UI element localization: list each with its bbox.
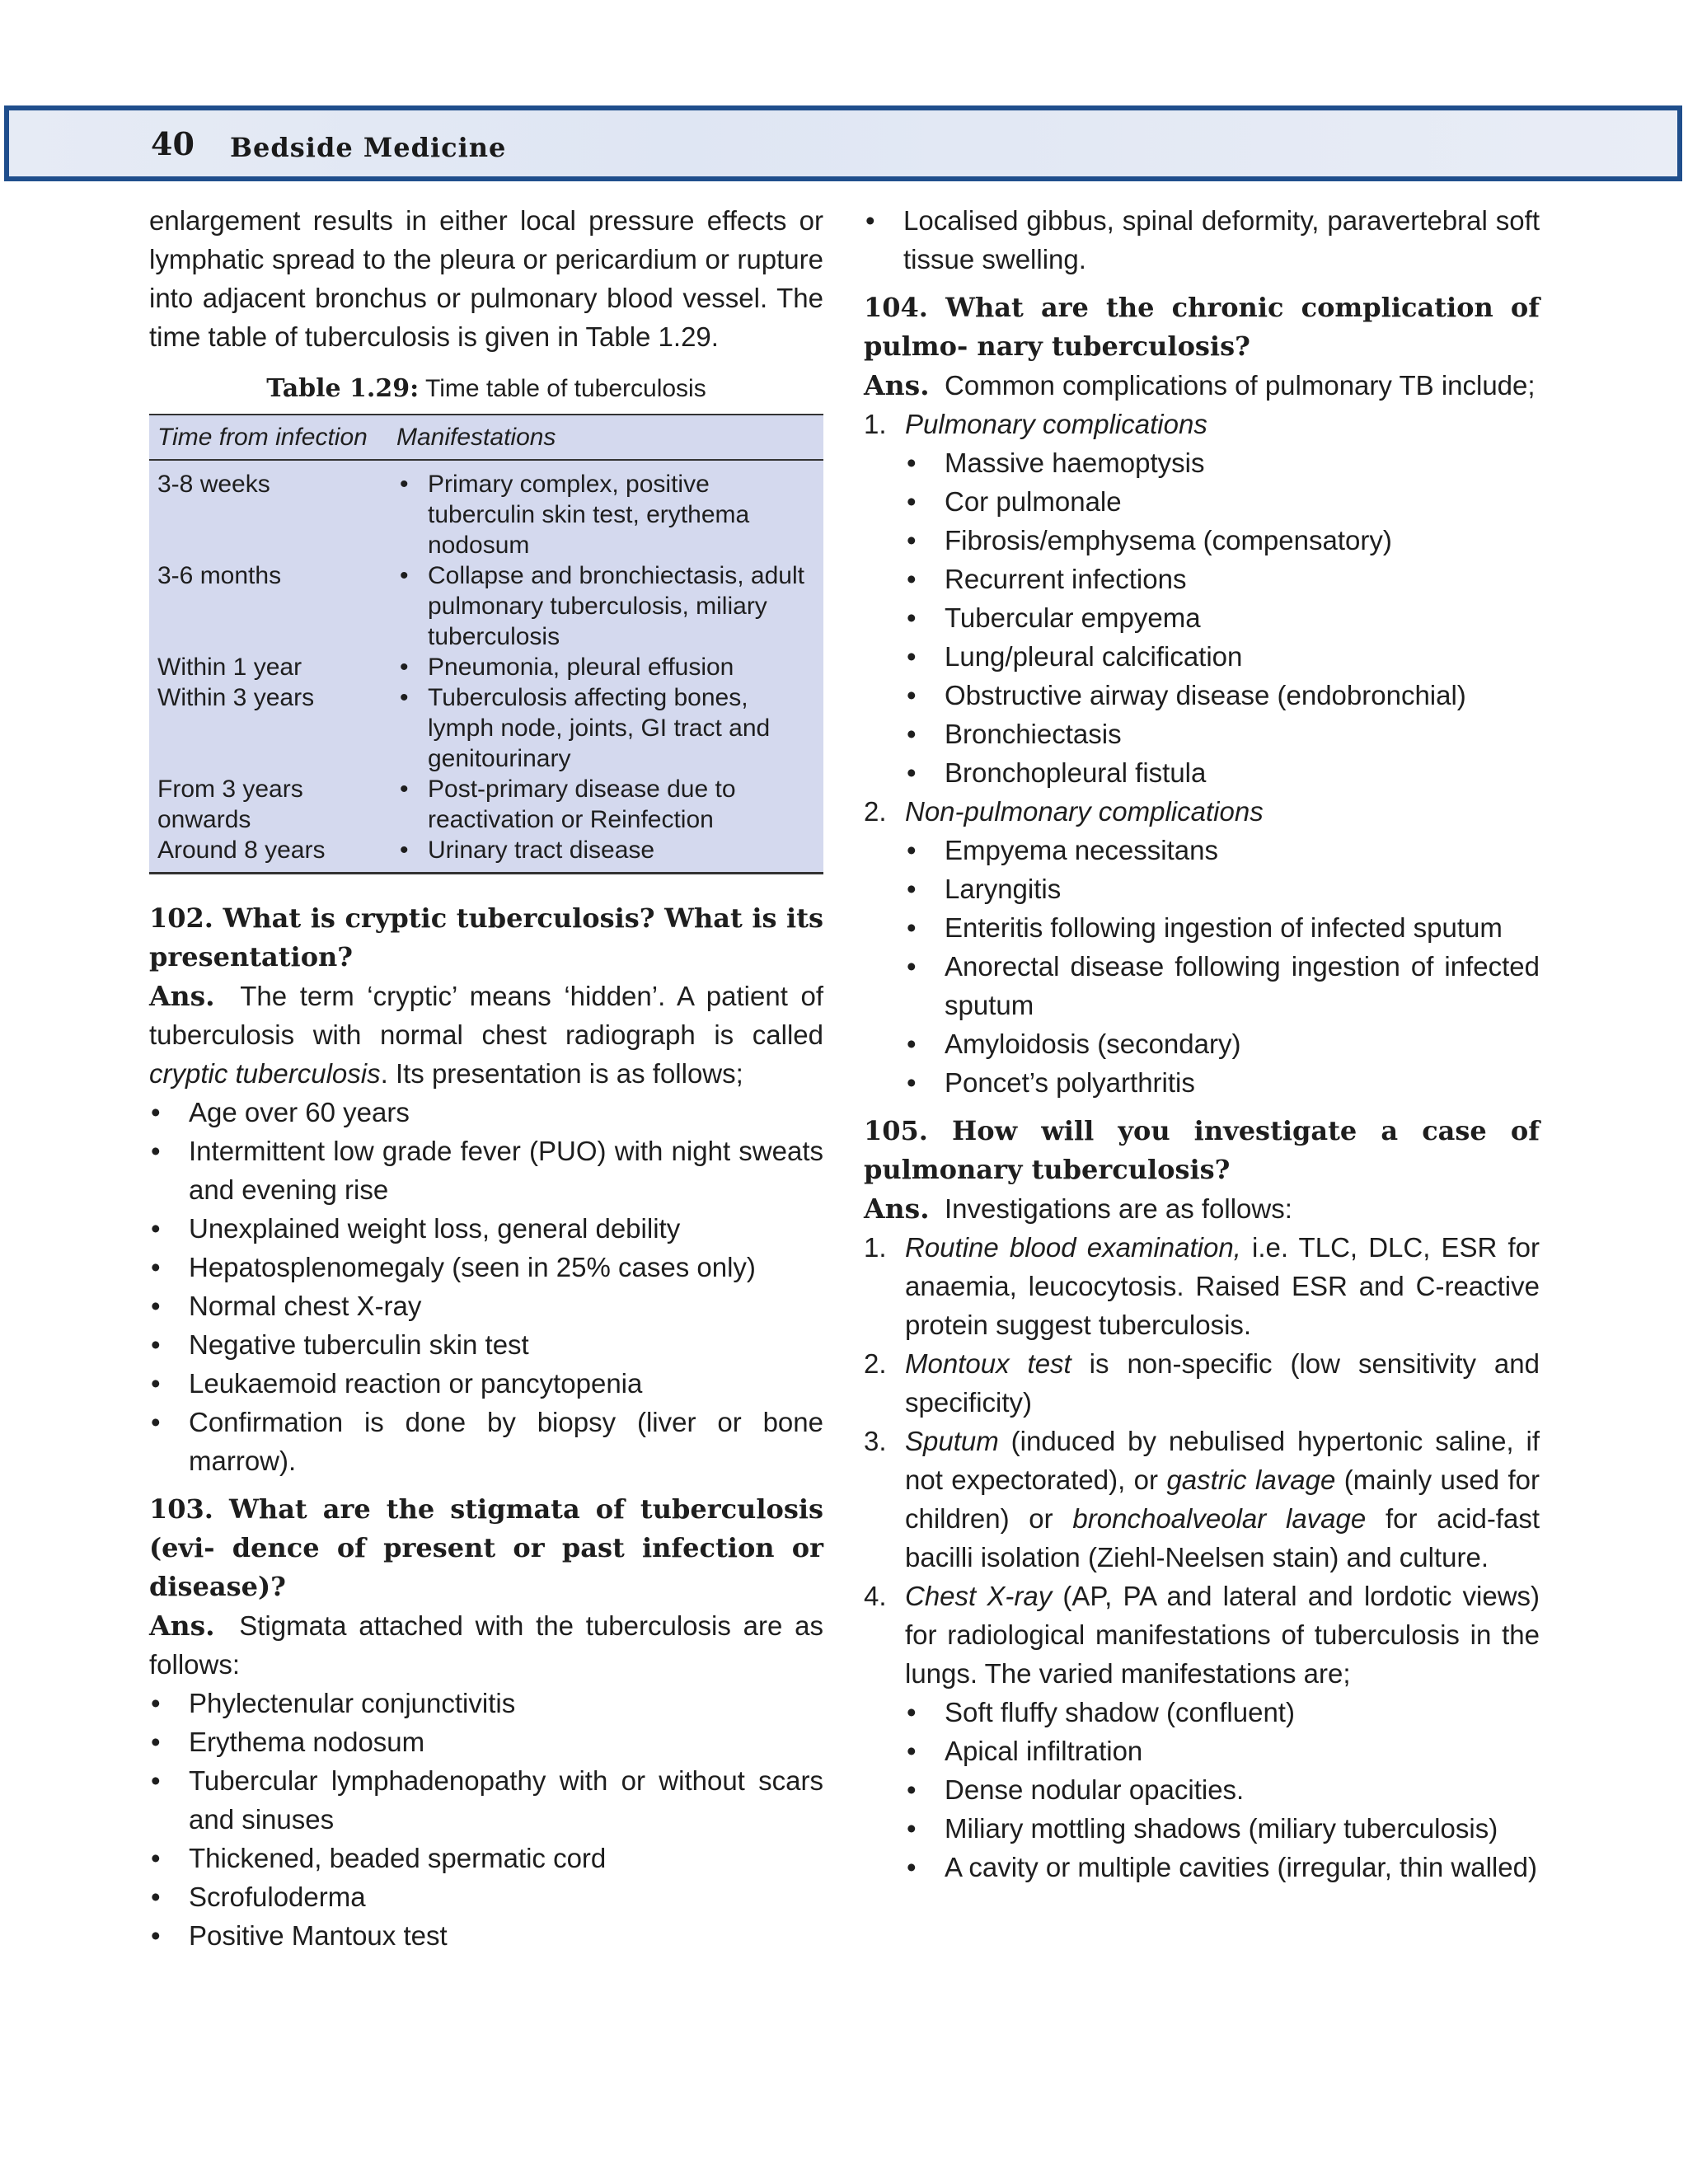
- list-item: • Erythema nodosum: [149, 1722, 823, 1761]
- list-item: • Scrofuloderma: [149, 1877, 823, 1916]
- non-pulmonary-complications-list: [864, 831, 1540, 1102]
- item-number: 1.: [864, 409, 887, 439]
- ans-label: Ans.: [864, 369, 930, 401]
- list-item: • Negative tuberculin skin test: [149, 1325, 823, 1364]
- table-cell-manifestation: • Pneumonia, pleural effusion: [396, 652, 815, 682]
- list-item: • Normal chest X-ray: [149, 1286, 823, 1325]
- investigation-name: bronchoalveolar lavage: [1072, 1503, 1367, 1534]
- investigation-item: [864, 1422, 1540, 1577]
- investigation-item: [864, 1344, 1540, 1422]
- answer-text: The term ‘cryptic’ means ‘hidden’. A patient of tuberculosis with normal chest radiograph is called: [149, 981, 823, 1050]
- investigation-name: Montoux test: [905, 1348, 1071, 1379]
- table-row: [149, 560, 823, 652]
- question-102-heading: 102. What is cryptic tuberculosis? What is its presentation?: [149, 902, 823, 972]
- ans-label: Ans.: [864, 1193, 930, 1225]
- list-item: • Bronchopleural fistula: [864, 753, 1540, 792]
- table-cell-manifestation: • Tuberculosis affecting bones, lymph node, joints, GI tract and genitourinary: [396, 682, 815, 774]
- list-item: • A cavity or multiple cavities (irregular, thin walled): [864, 1848, 1540, 1886]
- table-cell-time: 3-6 months: [157, 562, 282, 589]
- complication-group: [864, 405, 1540, 443]
- tb-timetable-table: [149, 414, 823, 874]
- investigation-name: Sputum: [905, 1426, 999, 1456]
- list-item: • Enteritis following ingestion of infected sputum: [864, 908, 1540, 947]
- table-cell-manifestation: • Post-primary disease due to reactivation or Reinfection: [396, 774, 815, 835]
- book-title: Bedside Medicine: [230, 132, 507, 163]
- answer-103: [149, 1606, 823, 1684]
- table-header-time: Time from infection: [149, 415, 388, 460]
- complications-list: [864, 405, 1540, 443]
- answer-text: Investigations are as follows:: [945, 1193, 1292, 1224]
- question-105-heading: 105. How will you investigate a case of pulmonary tuberculosis?: [864, 1115, 1540, 1185]
- investigation-text: for acid-fast bacilli isolation (Ziehl-Neelsen stain) and culture.: [905, 1503, 1540, 1572]
- stigmata-list: [149, 1684, 823, 1955]
- investigation-item: [864, 1577, 1540, 1693]
- answer-102: [149, 977, 823, 1093]
- investigation-text: (induced by nebulised hypertonic saline, if not expectorated), or: [905, 1426, 1540, 1495]
- list-item: • Thickened, beaded spermatic cord: [149, 1839, 823, 1877]
- list-item: • Amyloidosis (secondary): [864, 1024, 1540, 1063]
- table-cell-time: Within 3 years: [157, 684, 315, 711]
- list-item: • Empyema necessitans: [864, 831, 1540, 869]
- page-header: [4, 105, 1682, 181]
- right-column: [864, 201, 1540, 1886]
- answer-105: [864, 1189, 1540, 1228]
- answer-text: Common complications of pulmonary TB include;: [945, 370, 1536, 401]
- table-caption-label: Table 1.29:: [266, 374, 420, 403]
- list-item: • Soft fluffy shadow (confluent): [864, 1693, 1540, 1732]
- list-item: • Unexplained weight loss, general debility: [149, 1209, 823, 1248]
- left-column: [149, 201, 823, 1955]
- list-item: • Tubercular lymphadenopathy with or without scars and sinuses: [149, 1761, 823, 1839]
- group-title: Non-pulmonary complications: [905, 796, 1264, 827]
- list-item: • Lung/pleural calcification: [864, 637, 1540, 676]
- list-item: • Phylectenular conjunctivitis: [149, 1684, 823, 1722]
- item-number: 4.: [864, 1581, 887, 1611]
- table-cell-manifestation: • Primary complex, positive tuberculin skin test, erythema nodosum: [396, 469, 815, 560]
- investigation-text: (AP, PA and lateral and lordotic views) for radiological manifestations of tuberculosis in the lungs. The varied manifestations are;: [905, 1581, 1540, 1689]
- table-row: [149, 774, 823, 835]
- list-item: • Cor pulmonale: [864, 482, 1540, 521]
- list-item: • Localised gibbus, spinal deformity, paravertebral soft tissue swelling.: [864, 201, 1540, 279]
- table-cell-time: From 3 years onwards: [157, 776, 303, 833]
- table-cell-time: Within 1 year: [157, 654, 302, 681]
- cryptic-tb-presentation-list: [149, 1093, 823, 1480]
- list-item: • Massive haemoptysis: [864, 443, 1540, 482]
- list-item: • Dense nodular opacities.: [864, 1770, 1540, 1809]
- investigation-text: is non-specific (low sensitivity and specificity): [905, 1348, 1540, 1418]
- list-item: • Fibrosis/emphysema (compensatory): [864, 521, 1540, 560]
- item-number: 2.: [864, 796, 887, 827]
- investigation-name: Routine blood examination,: [905, 1232, 1241, 1263]
- table-row: [149, 652, 823, 682]
- ans-label: Ans.: [149, 980, 215, 1012]
- table-row: [149, 835, 823, 874]
- answer-text: . Its presentation is as follows;: [380, 1058, 743, 1089]
- page-number: 40: [151, 125, 195, 162]
- investigation-text: (mainly used for children) or: [905, 1465, 1540, 1534]
- table-cell-manifestation: • Collapse and bronchiectasis, adult pulmonary tuberculosis, miliary tuberculosis: [396, 560, 815, 652]
- list-item: • Anorectal disease following ingestion of infected sputum: [864, 947, 1540, 1024]
- answer-emphasis: cryptic tuberculosis: [149, 1058, 381, 1089]
- xray-manifestations-list: [864, 1693, 1540, 1886]
- list-item: • Confirmation is done by biopsy (liver or bone marrow).: [149, 1403, 823, 1480]
- group-title: Pulmonary complications: [905, 409, 1207, 439]
- list-item: • Positive Mantoux test: [149, 1916, 823, 1955]
- investigation-text: i.e. TLC, DLC, ESR for anaemia, leucocytosis. Raised ESR and C-reactive protein suggest tuberculosis.: [905, 1232, 1540, 1340]
- list-item: • Hepatosplenomegaly (seen in 25% cases only): [149, 1248, 823, 1286]
- question-103-heading: 103. What are the stigmata of tuberculosis (evi- dence of present or past infection or disease)?: [149, 1493, 823, 1602]
- item-number: 1.: [864, 1232, 887, 1263]
- list-item: • Laryngitis: [864, 869, 1540, 908]
- list-item: • Miliary mottling shadows (miliary tuberculosis): [864, 1809, 1540, 1848]
- table-cell-manifestation: • Urinary tract disease: [396, 835, 815, 865]
- item-number: 2.: [864, 1348, 887, 1379]
- pulmonary-complications-list: [864, 443, 1540, 792]
- investigation-item: [864, 1228, 1540, 1344]
- answer-text: Stigmata attached with the tuberculosis are as follows:: [149, 1610, 823, 1680]
- table-row: [149, 682, 823, 774]
- list-item: • Poncet’s polyarthritis: [864, 1063, 1540, 1102]
- table-caption: [149, 373, 823, 405]
- table-cell-time: Around 8 years: [157, 837, 326, 864]
- list-item: • Apical infiltration: [864, 1732, 1540, 1770]
- question-104-heading: 104. What are the chronic complication of pulmo- nary tuberculosis?: [864, 292, 1540, 362]
- table-row: [149, 460, 823, 560]
- list-item: • Recurrent infections: [864, 560, 1540, 598]
- investigation-name: Chest X-ray: [905, 1581, 1053, 1611]
- complication-group: [864, 792, 1540, 831]
- complications-list-2: [864, 792, 1540, 831]
- intro-paragraph: enlargement results in either local pressure effects or lymphatic spread to the pleura or pericardium or rupture into adjacent bronchus or pulmonary blood vessel. The time table of tuberculosis is given in Table 1.29.: [149, 205, 823, 352]
- list-item: • Tubercular empyema: [864, 598, 1540, 637]
- table-header-manifestations: Manifestations: [388, 415, 823, 460]
- list-item: • Leukaemoid reaction or pancytopenia: [149, 1364, 823, 1403]
- investigation-name: gastric lavage: [1166, 1465, 1336, 1495]
- item-number: 3.: [864, 1426, 887, 1456]
- list-item: • Obstructive airway disease (endobronchial): [864, 676, 1540, 715]
- list-item: • Intermittent low grade fever (PUO) with night sweats and evening rise: [149, 1132, 823, 1209]
- list-item: • Age over 60 years: [149, 1093, 823, 1132]
- ans-label: Ans.: [149, 1610, 215, 1642]
- carryover-list: [864, 201, 1540, 279]
- list-item: • Bronchiectasis: [864, 715, 1540, 753]
- table-caption-text: Time table of tuberculosis: [425, 375, 706, 402]
- table-cell-time: 3-8 weeks: [157, 471, 270, 498]
- investigations-list: [864, 1228, 1540, 1693]
- answer-104: [864, 366, 1540, 405]
